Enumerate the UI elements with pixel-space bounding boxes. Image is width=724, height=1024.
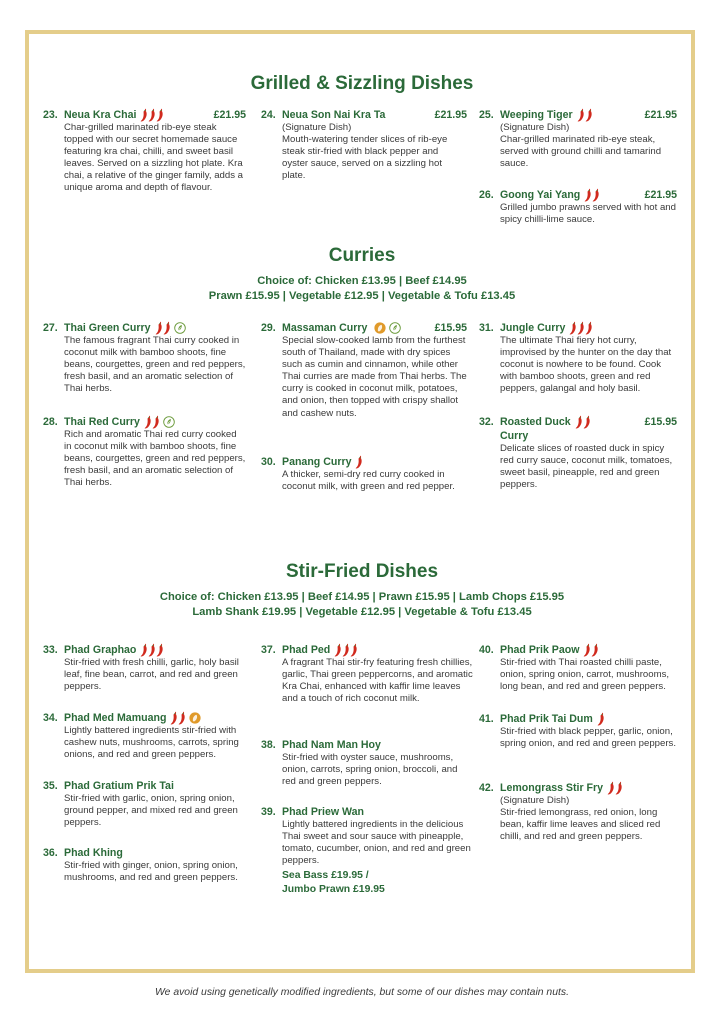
chili-icon <box>575 415 583 429</box>
item-description: Char-grilled marinated rib-eye steak topped with our secret homemade sauce featuring kra chai, chilli, and sweet basil leaves. Served on a sizzling hot plate. Kra chai, a relative of the ginger family, adds a unique aroma and depth of flavour. <box>64 122 244 194</box>
item-name: Jungle Curry <box>500 322 566 334</box>
item-description: A fragrant Thai stir-fry featuring fresh chillies, garlic, Thai green peppercorns, and aromatic Kra Chai, enhanced with kaffir lime leaves and a touch of rich coconut milk. <box>282 657 473 705</box>
item-name: Panang Curry <box>282 456 352 468</box>
item-description: Grilled jumbo prawns served with hot and spicy chilli-lime sauce. <box>500 202 676 226</box>
menu-item-31 <box>479 321 677 395</box>
item-number: 38. <box>261 739 276 751</box>
item-name: Goong Yai Yang <box>500 189 581 201</box>
chili-icon <box>178 711 186 725</box>
chili-icon <box>585 321 593 335</box>
item-number: 24. <box>261 109 276 121</box>
section-title-curries: Curries <box>328 245 396 266</box>
item-name: Phad Khing <box>64 847 123 859</box>
menu-item-30 <box>261 455 467 493</box>
chili-icon <box>148 108 156 122</box>
chili-icon <box>583 415 591 429</box>
vegetarian-icon <box>389 322 401 334</box>
item-description: Stir-fried with garlic, onion, spring onion, ground pepper, and mixed red and green peppers. <box>64 793 238 829</box>
chili-icon <box>170 711 178 725</box>
item-name-continued: Curry <box>500 430 529 442</box>
nuts-icon <box>374 322 386 334</box>
item-name: Phad Nam Man Hoy <box>282 739 381 751</box>
chili-icon <box>140 108 148 122</box>
item-description: Rich and aromatic Thai red curry cooked in coconut milk with bamboo shoots, fine beans, courgettes, green and red peppers, fresh basil, and an aromatic selection of Thai herbs. <box>64 429 246 489</box>
vegetarian-icon <box>163 416 175 428</box>
chili-icon <box>597 712 605 726</box>
item-special-price-1: Sea Bass £19.95 / <box>282 870 369 882</box>
menu-item-42 <box>479 781 679 843</box>
item-price: £21.95 <box>434 109 467 121</box>
item-number: 41. <box>479 713 494 725</box>
menu-item-36 <box>43 846 254 884</box>
item-name: Phad Priew Wan <box>282 806 365 818</box>
item-description: Lightly battered ingredients in the delicious Thai sweet and sour sauce with pineapple, tomato, cucumber, onion, and red and green peppers. <box>282 819 471 867</box>
menu-item-33 <box>43 643 254 693</box>
chili-icon <box>584 188 592 202</box>
item-description: Mouth-watering tender slices of rib-eye steak stir-fried with black pepper and oyster sauce, served on a sizzling hot plate. <box>282 134 448 182</box>
item-price: £21.95 <box>213 109 246 121</box>
vegetarian-icon <box>174 322 186 334</box>
item-name: Roasted Duck <box>500 416 571 428</box>
item-price: £21.95 <box>644 189 677 201</box>
menu-item-39 <box>261 805 473 896</box>
item-subtitle: (Signature Dish) <box>500 795 570 806</box>
menu-item-35 <box>43 779 254 829</box>
item-name: Thai Red Curry <box>64 416 140 428</box>
item-number: 40. <box>479 644 494 656</box>
item-number: 34. <box>43 712 58 724</box>
item-description: Stir-fried lemongrass, red onion, long bean, kaffir lime leaves and sliced red chilli, and red and green peppers. <box>500 807 661 843</box>
chili-icon <box>577 321 585 335</box>
chili-icon <box>144 415 152 429</box>
item-number: 37. <box>261 644 276 656</box>
item-description: The ultimate Thai fiery hot curry, improvised by the hunter on the day that coconut is nowhere to be found. Cook with bamboo shoots, green and red peppers, galangal and holy basil. <box>500 335 672 395</box>
item-name: Weeping Tiger <box>500 109 573 121</box>
item-name: Phad Graphao <box>64 644 137 656</box>
item-number: 28. <box>43 416 58 428</box>
chili-icon <box>607 781 615 795</box>
chili-icon <box>152 415 160 429</box>
menu-item-28 <box>43 415 246 489</box>
chili-icon <box>577 108 585 122</box>
chili-icon <box>592 188 600 202</box>
item-description: Stir-fried with Thai roasted chilli paste, onion, spring onion, carrot, mushrooms, long bean, and red and green peppers. <box>500 657 670 693</box>
item-subtitle: (Signature Dish) <box>282 122 352 133</box>
item-price: £21.95 <box>644 109 677 121</box>
menu-item-40 <box>479 643 679 693</box>
item-subtitle: (Signature Dish) <box>500 122 570 133</box>
item-price: £15.95 <box>644 416 677 428</box>
curries-choice-line-1: Choice of: Chicken £13.95 | Beef £14.95 <box>257 275 467 287</box>
item-number: 31. <box>479 322 494 334</box>
item-name: Phad Gratium Prik Tai <box>64 780 174 792</box>
chili-icon <box>350 643 358 657</box>
chili-icon <box>156 108 164 122</box>
curries-choice <box>0 274 724 304</box>
item-description: Lightly battered ingredients stir-fried with cashew nuts, mushrooms, carrots, spring onions, and red and green peppers. <box>64 725 239 761</box>
menu-item-32 <box>479 415 677 491</box>
curries-choice-line-2: Prawn £15.95 | Vegetable £12.95 | Vegetable & Tofu £13.45 <box>208 290 516 302</box>
allergen-footer-note: We avoid using genetically modified ingredients, but some of our dishes may contain nuts. <box>155 987 569 998</box>
chili-icon <box>342 643 350 657</box>
item-number: 23. <box>43 109 58 121</box>
item-number: 26. <box>479 189 494 201</box>
chili-icon <box>156 643 164 657</box>
item-number: 33. <box>43 644 58 656</box>
chili-icon <box>583 643 591 657</box>
chili-icon <box>163 321 171 335</box>
item-name: Thai Green Curry <box>64 322 151 334</box>
item-number: 42. <box>479 782 494 794</box>
chili-icon <box>140 643 148 657</box>
item-number: 29. <box>261 322 276 334</box>
item-name: Phad Prik Paow <box>500 644 580 656</box>
item-number: 30. <box>261 456 276 468</box>
item-description: Special slow-cooked lamb from the furthest south of Thailand, made with dry spices such as cumin and cinnamon, while other Thai curries are made from Thai herbs. The curry is cooked in coconut milk, potatoes, and onion, then topped with crispy shallot and cashew nuts. <box>282 335 467 419</box>
item-number: 35. <box>43 780 58 792</box>
chili-icon <box>355 455 363 469</box>
item-description: Stir-fried with fresh chilli, garlic, holy basil leaf, fine bean, carrot, and red and green peppers. <box>64 657 239 693</box>
item-description: Delicate slices of roasted duck in spicy red curry sauce, coconut milk, tomatoes, sweet basil, pineapple, red and green peppers. <box>500 443 673 491</box>
chili-icon <box>334 643 342 657</box>
item-description: Char-grilled marinated rib-eye steak, served with ground chilli and tamarind sauce. <box>500 134 662 170</box>
menu-item-37 <box>261 643 473 705</box>
item-name: Phad Ped <box>282 644 331 656</box>
item-description: A thicker, semi-dry red curry cooked in coconut milk, with green and red pepper. <box>282 469 455 493</box>
section-title-grilled: Grilled & Sizzling Dishes <box>250 73 474 94</box>
item-name: Neua Kra Chai <box>64 109 137 121</box>
chili-icon <box>591 643 599 657</box>
menu-item-34 <box>43 711 254 761</box>
item-number: 25. <box>479 109 494 121</box>
menu-item-23 <box>43 108 246 195</box>
menu-item-25 <box>479 108 677 170</box>
item-number: 32. <box>479 416 494 428</box>
menu-item-27 <box>43 321 246 395</box>
chili-icon <box>615 781 623 795</box>
menu-item-24 <box>261 108 467 182</box>
chili-icon <box>585 108 593 122</box>
stir-fried-choice-line-1: Choice of: Chicken £13.95 | Beef £14.95 | Prawn £15.95 | Lamb Chops £15.95 <box>159 591 565 603</box>
menu-item-26 <box>479 188 677 226</box>
item-number: 39. <box>261 806 276 818</box>
stir-fried-choice <box>0 590 724 620</box>
item-price: £15.95 <box>434 322 467 334</box>
menu-item-41 <box>479 712 679 750</box>
item-name: Phad Med Mamuang <box>64 712 167 724</box>
menu-item-38 <box>261 738 473 788</box>
item-description: Stir-fried with black pepper, garlic, onion, spring onion, and red and green peppers. <box>500 726 677 750</box>
item-description: The famous fragrant Thai curry cooked in coconut milk with bamboo shoots, fine beans, courgettes, green and red peppers, fresh basil, and an aromatic selection of Thai herbs. <box>64 335 246 395</box>
item-number: 27. <box>43 322 58 334</box>
item-description: Stir-fried with ginger, onion, spring onion, mushrooms, and red and green peppers. <box>64 860 238 884</box>
item-special-price-2: Jumbo Prawn £19.95 <box>282 883 385 895</box>
item-name: Lemongrass Stir Fry <box>500 782 604 794</box>
item-name: Phad Prik Tai Dum <box>500 713 593 725</box>
section-title-stir-fried: Stir-Fried Dishes <box>285 561 439 582</box>
item-number: 36. <box>43 847 58 859</box>
chili-icon <box>148 643 156 657</box>
chili-icon <box>155 321 163 335</box>
item-name: Massaman Curry <box>282 322 368 334</box>
item-name: Neua Son Nai Kra Ta <box>282 109 386 121</box>
item-description: Stir-fried with oyster sauce, mushrooms, onion, carrots, spring onion, broccoli, and red and green peppers. <box>282 752 458 788</box>
menu-item-29 <box>261 321 467 420</box>
stir-fried-choice-line-2: Lamb Shank £19.95 | Vegetable £12.95 | Vegetable & Tofu £13.45 <box>192 606 532 618</box>
nuts-icon <box>189 712 201 724</box>
chili-icon <box>569 321 577 335</box>
